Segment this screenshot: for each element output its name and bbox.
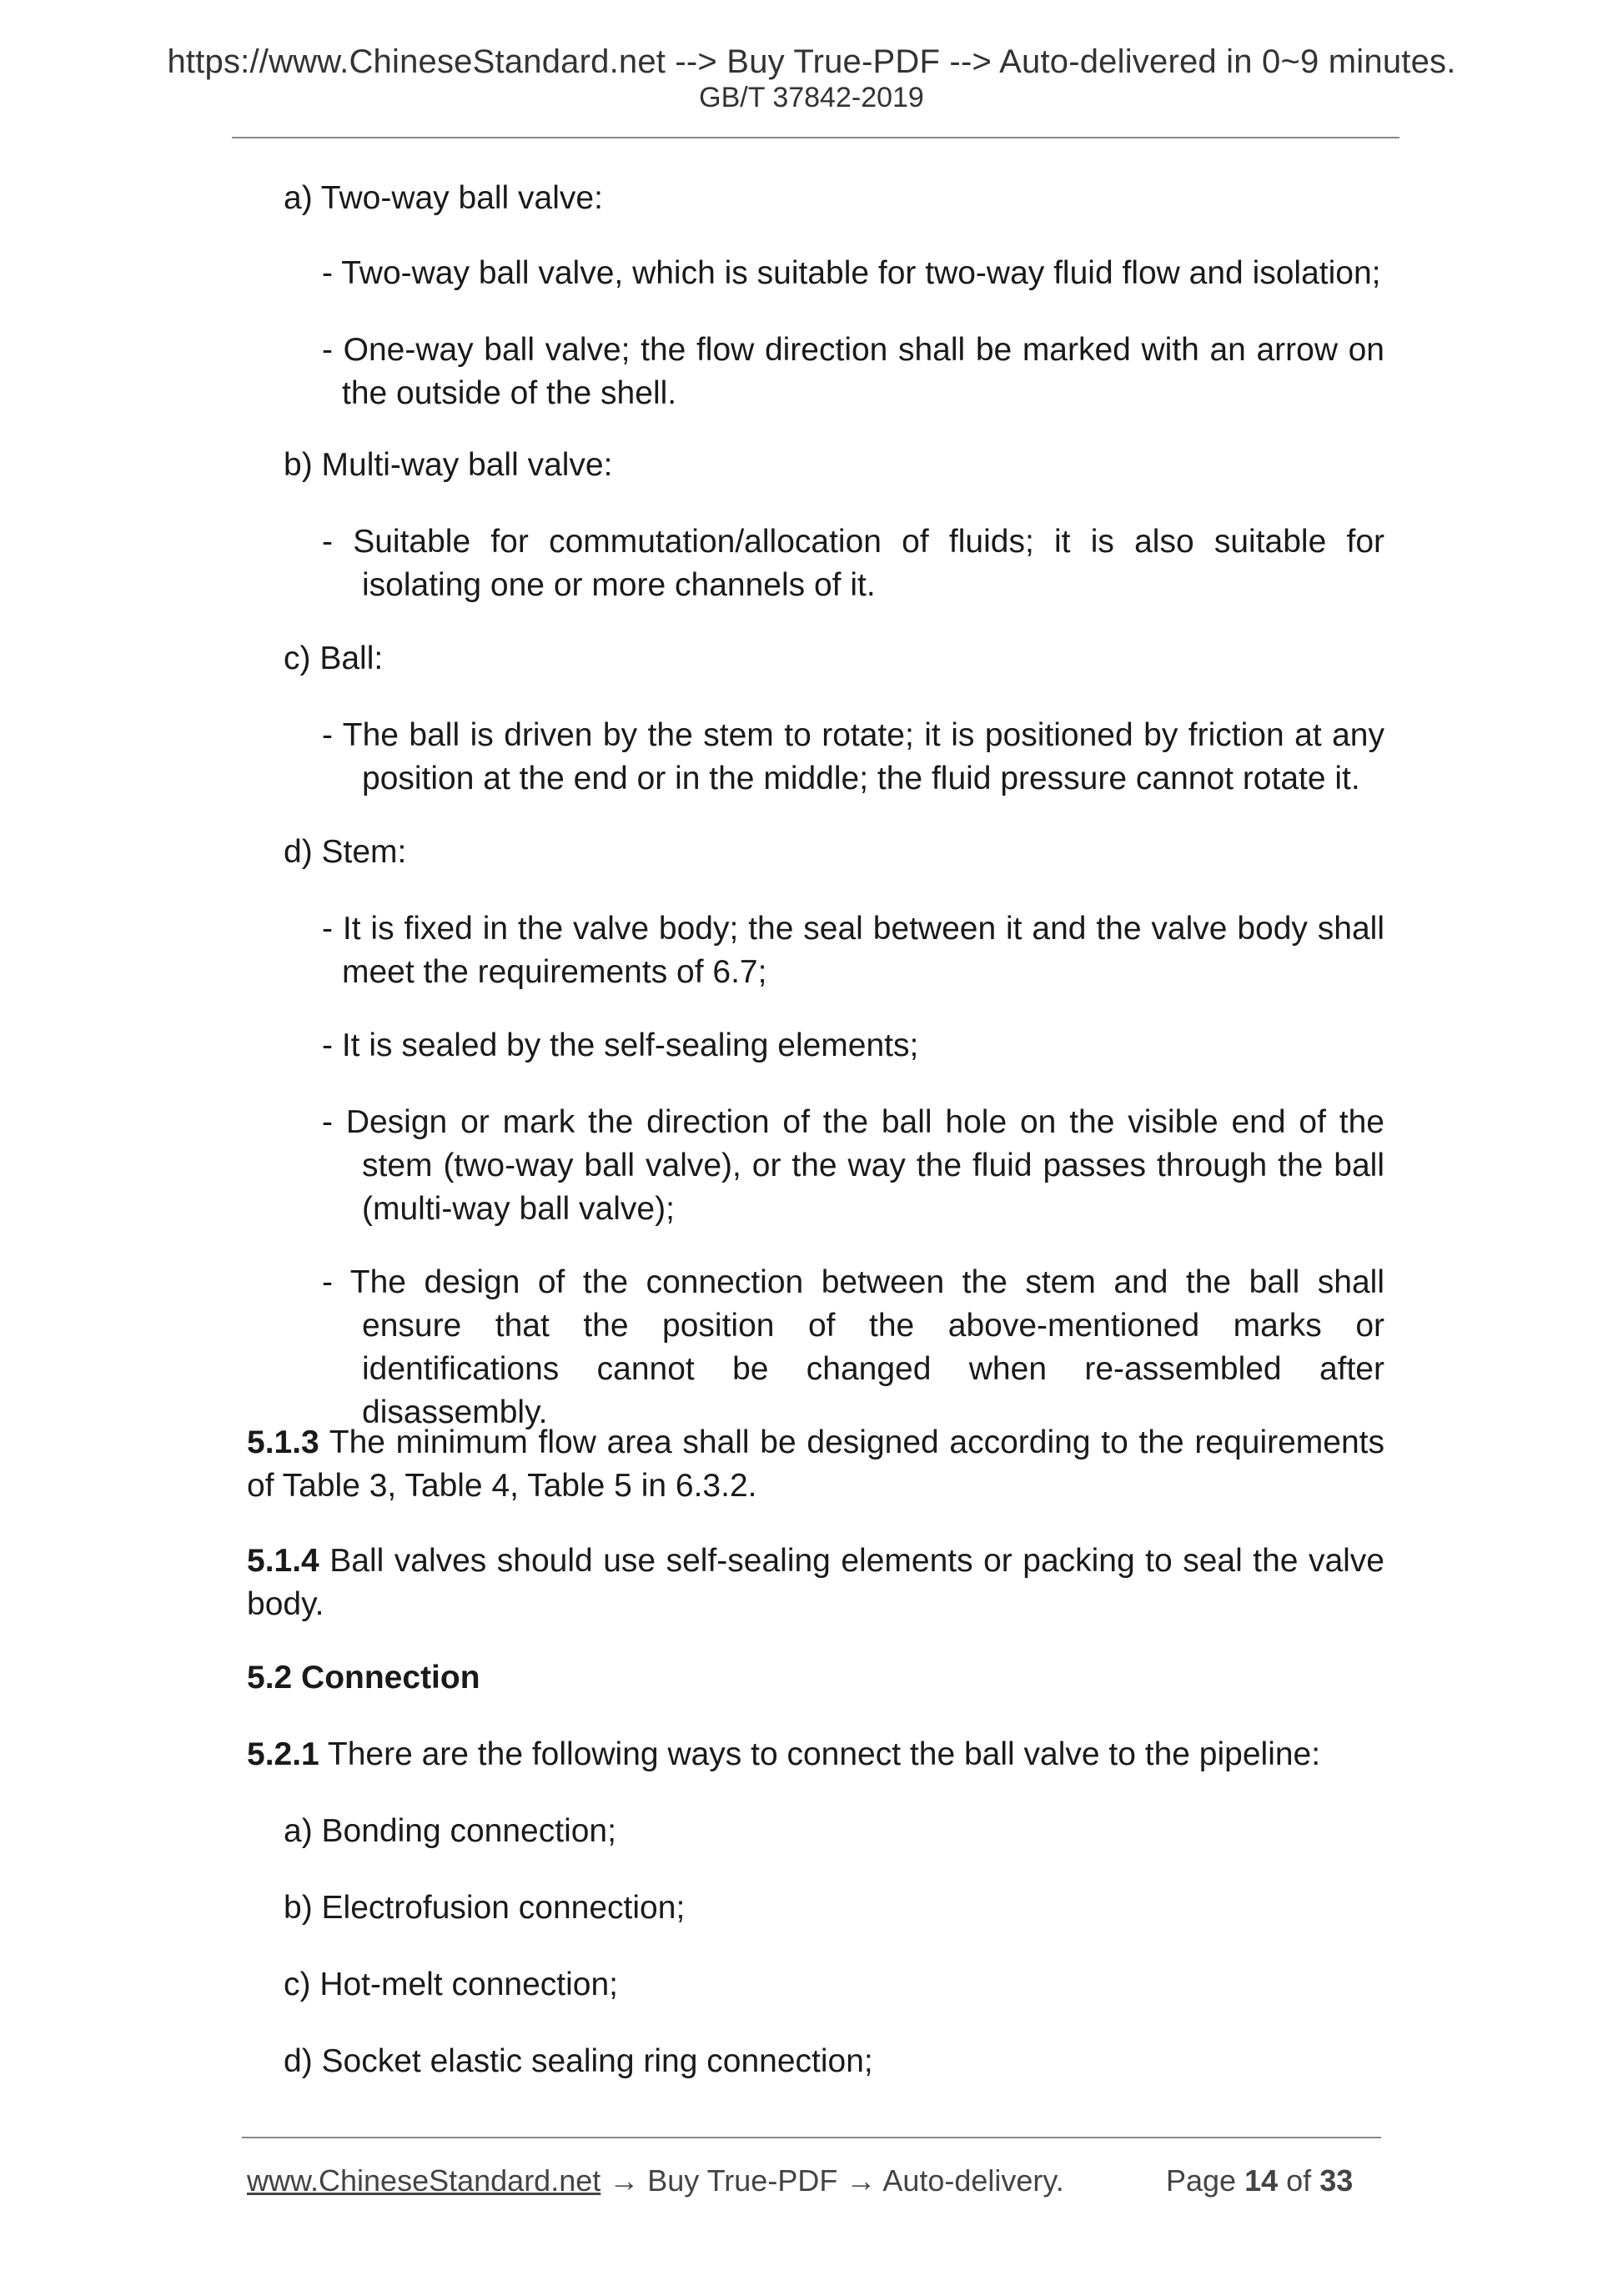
page-total: 33 <box>1319 2163 1354 2198</box>
clause-5-1-3 <box>247 1421 1384 1508</box>
connection-item-d: d) Socket elastic sealing ring connection; <box>284 2043 873 2079</box>
list-subitem-a1: - Two-way ball valve, which is suitable for two-way fluid flow and isolation; <box>322 255 1381 291</box>
connection-item-b: b) Electrofusion connection; <box>284 1890 686 1926</box>
list-subitem-d2: - It is sealed by the self-sealing elements; <box>322 1027 919 1063</box>
clause-5-2-1 <box>247 1733 1384 1776</box>
list-item-b: b) Multi-way ball valve: <box>284 447 613 483</box>
clause-text: There are the following ways to connect the ball valve to the pipeline: <box>319 1736 1321 1772</box>
footer-tagline <box>247 2163 1064 2198</box>
clause-5-1-4 <box>247 1540 1384 1626</box>
connection-item-a: a) Bonding connection; <box>284 1813 616 1849</box>
page-current: 14 <box>1244 2163 1279 2198</box>
clause-text: The minimum flow area shall be designed according to the requirements of Table 3, Table 4, Table 5 in 6.3.2. <box>247 1424 1384 1504</box>
footer-tagline-text: → Buy True-PDF → Auto-delivery. <box>600 2163 1064 2198</box>
list-item-a: a) Two-way ball valve: <box>284 180 603 216</box>
connection-item-c: c) Hot-melt connection; <box>284 1967 618 2002</box>
footer-divider <box>242 2137 1381 2138</box>
standard-code: GB/T 37842-2019 <box>699 82 924 113</box>
list-subitem-d3: - Design or mark the direction of the ball hole on the visible end of the stem (two-way ball valve), or the way the fluid passes through the ball (multi-way ball valve); <box>322 1104 1384 1227</box>
list-item-c: c) Ball: <box>284 641 384 676</box>
list-subitem-d4: - The design of the connection between the stem and the ball shall ensure that the position of the above-mentioned marks or identifications cannot be changed when re-assembled after disassembly. <box>322 1264 1384 1430</box>
list-item-d: d) Stem: <box>284 834 407 870</box>
header-banner: https://www.ChineseStandard.net --> Buy True-PDF --> Auto-delivered in 0~9 minutes. <box>167 43 1456 80</box>
page-of: of <box>1286 2163 1312 2198</box>
clause-number: 5.1.3 <box>247 1424 319 1460</box>
list-subitem-a2: - One-way ball valve; the flow direction shall be marked with an arrow on the outside of the shell. <box>322 332 1384 411</box>
page-label: Page <box>1166 2163 1237 2198</box>
page-indicator <box>1166 2163 1353 2198</box>
list-subitem-c1: - The ball is driven by the stem to rotate; it is positioned by friction at any position at the end or in the middle; the fluid pressure cannot rotate it. <box>322 717 1384 796</box>
clause-number: 5.1.4 <box>247 1543 319 1579</box>
clause-number: 5.2.1 <box>247 1736 319 1772</box>
list-subitem-d1: - It is fixed in the valve body; the seal between it and the valve body shall meet the requirements of 6.7; <box>322 911 1384 990</box>
section-heading-5-2: 5.2 Connection <box>247 1660 480 1696</box>
clause-text: Ball valves should use self-sealing elements or packing to seal the valve body. <box>247 1543 1384 1622</box>
list-subitem-b1: - Suitable for commutation/allocation of fluids; it is also suitable for isolating one or more channels of it. <box>322 524 1384 603</box>
header-divider <box>232 137 1399 138</box>
footer-site-link[interactable]: www.ChineseStandard.net <box>247 2163 601 2198</box>
